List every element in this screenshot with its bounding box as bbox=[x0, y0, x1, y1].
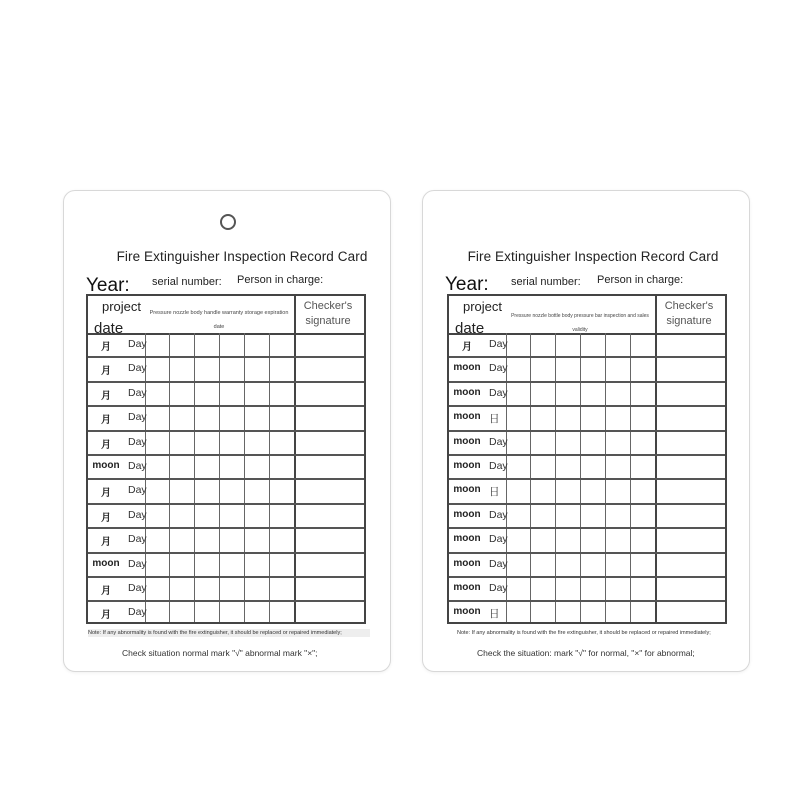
table-row-date bbox=[449, 455, 506, 479]
year-label: Year: bbox=[445, 274, 489, 295]
month-label: moon bbox=[453, 411, 481, 423]
day-label: Day bbox=[128, 484, 147, 497]
month-label: 月 bbox=[101, 512, 111, 524]
day-label: Day bbox=[489, 460, 508, 472]
day-label: Day bbox=[128, 460, 147, 472]
table-row-date bbox=[449, 553, 506, 577]
table-row-date bbox=[449, 601, 506, 625]
note-text: Note: If any abnormality is found with the fire extinguisher, it should be replaced or repaired immediately; bbox=[88, 629, 370, 637]
table-row-date bbox=[449, 382, 506, 406]
month-label: moon bbox=[453, 606, 481, 618]
checker-signature-label: Checker's signature bbox=[664, 300, 714, 327]
check-instructions: Check situation normal mark "√" abnormal mark "×"; bbox=[122, 648, 318, 658]
day-label: Day bbox=[128, 362, 147, 375]
day-label: Day bbox=[128, 435, 147, 448]
month-label: 月 bbox=[101, 488, 111, 500]
day-label: Day bbox=[489, 557, 508, 570]
year-label: Year: bbox=[86, 275, 130, 296]
day-label: Day bbox=[128, 508, 147, 521]
month-label: 月 bbox=[101, 390, 111, 402]
month-label: moon bbox=[453, 508, 481, 520]
table-row-date bbox=[449, 504, 506, 528]
month-label: 月 bbox=[101, 415, 111, 427]
month-label: moon bbox=[453, 582, 481, 593]
table-row-date bbox=[449, 406, 506, 430]
table-row-date bbox=[88, 577, 145, 601]
date-label: date bbox=[455, 320, 485, 337]
table-row-date bbox=[88, 406, 145, 430]
column-divider bbox=[655, 296, 657, 622]
record-table bbox=[447, 294, 727, 624]
day-label: Day bbox=[489, 533, 508, 546]
month-label: moon bbox=[453, 557, 481, 569]
checker-signature-label: Checker's signature bbox=[303, 300, 353, 327]
table-header bbox=[88, 296, 364, 335]
month-label: moon bbox=[92, 557, 120, 569]
month-label: moon bbox=[453, 386, 481, 398]
inspection-items-label: Pressure nozzle bottle body pressure bar inspection and sales validity bbox=[511, 313, 649, 333]
card-title: Fire Extinguisher Inspection Record Card bbox=[467, 249, 719, 264]
card-title: Fire Extinguisher Inspection Record Card bbox=[116, 249, 368, 264]
table-row-date bbox=[88, 504, 145, 528]
date-label: date bbox=[94, 320, 124, 337]
day-label: Day bbox=[489, 362, 508, 375]
person-in-charge-label: Person in charge: bbox=[237, 274, 324, 286]
table-row-date bbox=[88, 333, 145, 357]
table-row-date bbox=[88, 357, 145, 381]
month-label: moon bbox=[453, 362, 481, 374]
month-label: moon bbox=[453, 435, 481, 447]
day-label: 日 bbox=[489, 608, 500, 621]
month-label: moon bbox=[92, 460, 120, 471]
month-label: moon bbox=[453, 484, 481, 496]
table-row-date bbox=[88, 382, 145, 406]
month-label: 月 bbox=[101, 537, 111, 549]
table-row-date bbox=[88, 553, 145, 577]
inspection-card-left bbox=[63, 190, 391, 672]
project-label: project bbox=[463, 299, 503, 314]
month-label: 月 bbox=[101, 342, 111, 353]
project-label: project bbox=[102, 299, 142, 314]
day-label: Day bbox=[128, 606, 147, 619]
table-row-date bbox=[449, 333, 506, 357]
day-label: Day bbox=[489, 338, 508, 350]
day-label: Day bbox=[128, 533, 147, 546]
inspection-card-right bbox=[422, 190, 750, 672]
day-label: Day bbox=[489, 508, 508, 521]
inspection-items-label: Pressure nozzle body handle warranty storage expiration date bbox=[149, 310, 289, 330]
day-label: Day bbox=[128, 411, 147, 424]
person-in-charge-label: Person in charge: bbox=[597, 274, 684, 286]
table-row-date bbox=[88, 528, 145, 552]
day-label: Day bbox=[128, 557, 147, 570]
table-row-date bbox=[449, 528, 506, 552]
table-row-date bbox=[449, 431, 506, 455]
month-label: 月 bbox=[101, 366, 111, 378]
day-label: Day bbox=[489, 386, 508, 399]
column-divider bbox=[294, 296, 296, 622]
month-label: 月 bbox=[101, 586, 111, 597]
month-label: moon bbox=[453, 460, 481, 471]
day-label: Day bbox=[128, 338, 147, 350]
month-label: moon bbox=[453, 533, 481, 545]
month-label: 月 bbox=[101, 439, 111, 451]
day-label: Day bbox=[128, 582, 147, 594]
check-instructions: Check the situation: mark "√" for normal, "×" for abnormal; bbox=[477, 648, 695, 658]
serial-number-label: serial number: bbox=[511, 276, 581, 288]
day-label: 日 bbox=[489, 413, 500, 426]
day-label: 日 bbox=[489, 486, 500, 499]
table-row-date bbox=[449, 357, 506, 381]
hang-hole bbox=[220, 214, 236, 230]
note-text: Note: If any abnormality is found with the fire extinguisher, it should be replaced or repaired immediately; bbox=[457, 630, 711, 636]
table-row-date bbox=[88, 455, 145, 479]
table-row-date bbox=[449, 479, 506, 503]
serial-number-label: serial number: bbox=[152, 276, 222, 288]
month-label: 月 bbox=[101, 610, 111, 622]
record-table bbox=[86, 294, 366, 624]
month-label: 月 bbox=[462, 342, 472, 353]
day-label: Day bbox=[128, 386, 147, 399]
table-row-date bbox=[88, 431, 145, 455]
table-row-date bbox=[449, 577, 506, 601]
table-row-date bbox=[88, 479, 145, 503]
day-label: Day bbox=[489, 582, 508, 594]
table-row-date bbox=[88, 601, 145, 625]
day-label: Day bbox=[489, 435, 508, 448]
table-header bbox=[449, 296, 725, 335]
